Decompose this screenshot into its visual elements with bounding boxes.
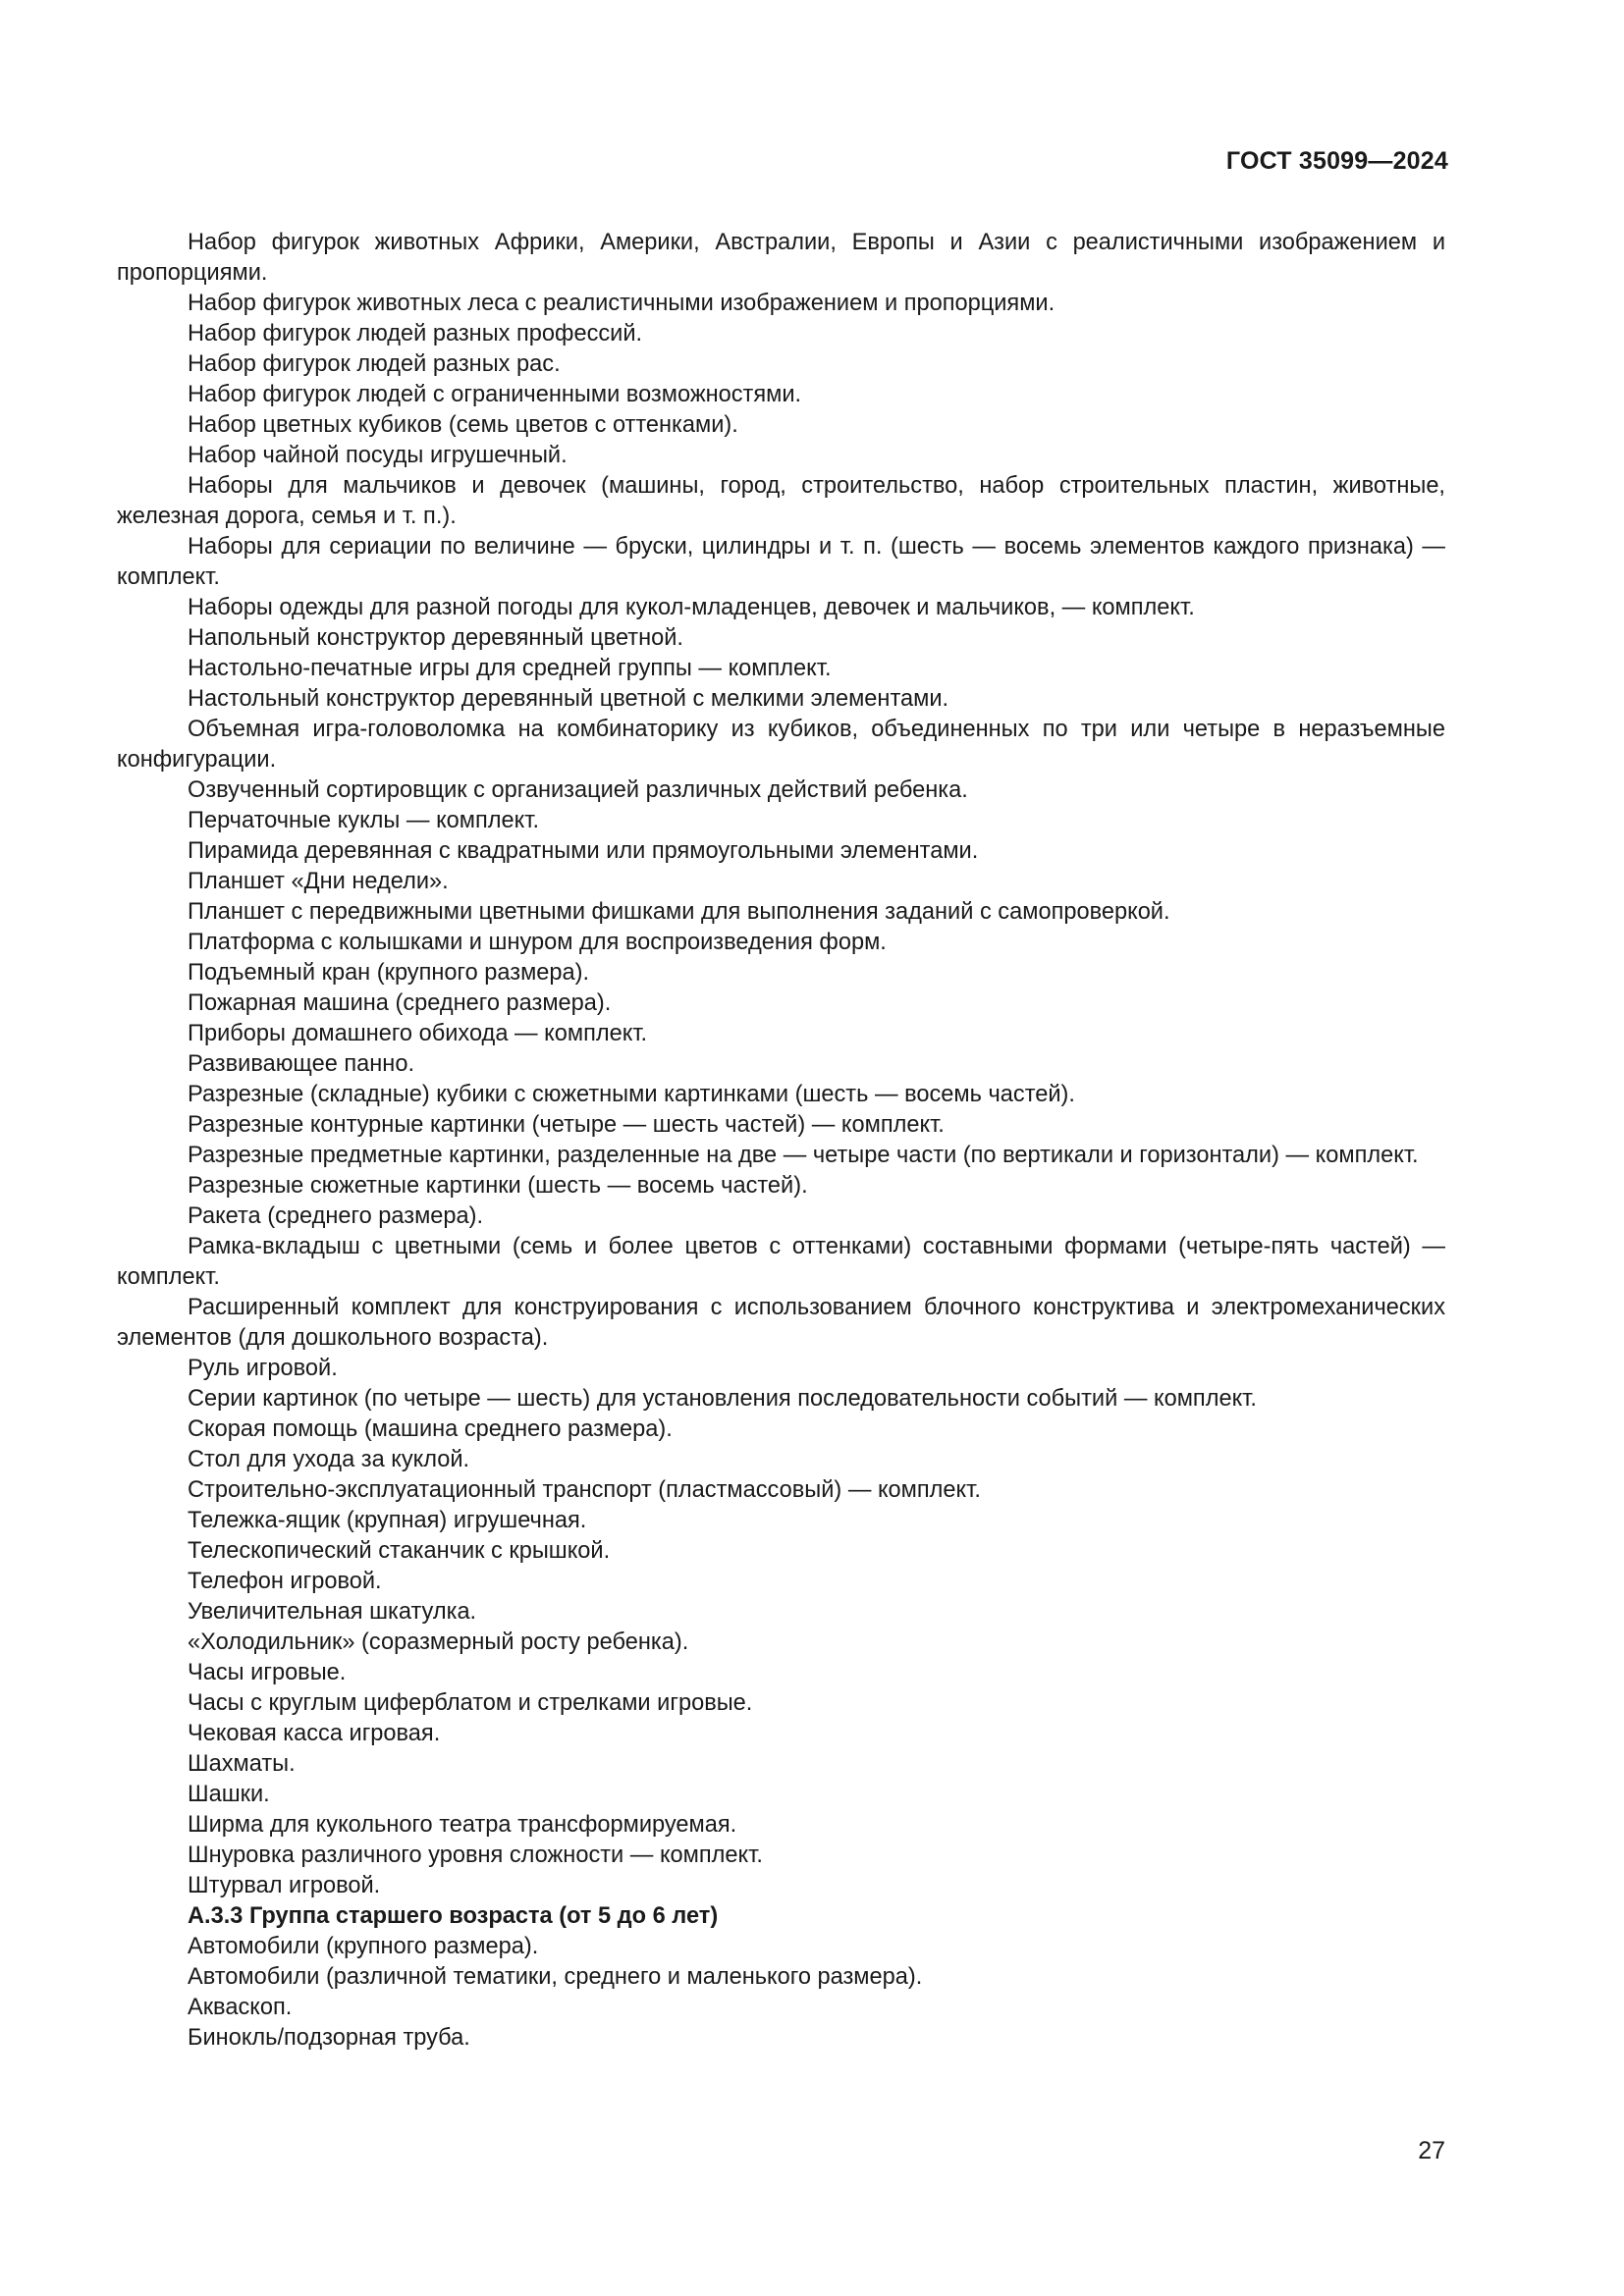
list-item: Платформа с колышками и шнуром для воспроизведения форм. <box>188 930 887 955</box>
page-number: 27 <box>1418 2137 1445 2164</box>
list-item: Ширма для кукольного театра трансформируемая. <box>188 1812 737 1838</box>
list-item: Стол для ухода за куклой. <box>188 1447 470 1472</box>
list-item: Рамка-вкладыш с цветными (семь и более цветов с оттенками) составными формами (четыре-пять частей) — комплект. <box>117 1234 1445 1290</box>
list-item: Руль игровой. <box>188 1356 338 1381</box>
list-item: Бинокль/подзорная труба. <box>188 2025 470 2051</box>
list-item: Разрезные предметные картинки, разделенные на две — четыре части (по вертикали и горизонтали) — комплект. <box>188 1143 1419 1168</box>
list-item: Пирамида деревянная с квадратными или прямоугольными элементами. <box>188 838 979 864</box>
list-item: Телескопический стаканчик с крышкой. <box>188 1538 611 1564</box>
list-item: Скорая помощь (машина среднего размера). <box>188 1416 673 1442</box>
list-item: Серии картинок (по четыре — шесть) для установления последовательности событий — комплект. <box>188 1386 1257 1412</box>
list-item: Тележка-ящик (крупная) игрушечная. <box>188 1508 587 1533</box>
list-item: Объемная игра-головоломка на комбинаторику из кубиков, объединенных по три или четыре в неразъемные конфигурации. <box>117 717 1445 773</box>
list-item: Набор цветных кубиков (семь цветов с оттенками). <box>188 412 738 438</box>
list-item: Строительно-эксплуатационный транспорт (пластмассовый) — комплект. <box>188 1477 981 1503</box>
list-item: Приборы домашнего обихода — комплект. <box>188 1021 648 1046</box>
list-item: Разрезные сюжетные картинки (шесть — восемь частей). <box>188 1173 808 1199</box>
list-item: Набор фигурок людей разных профессий. <box>188 321 643 347</box>
list-item: Часы с круглым циферблатом и стрелками игровые. <box>188 1690 753 1716</box>
list-item: Ракета (среднего размера). <box>188 1203 484 1229</box>
list-item: Настольный конструктор деревянный цветной с мелкими элементами. <box>188 686 949 712</box>
list-item: Часы игровые. <box>188 1660 347 1685</box>
list-item: Разрезные (складные) кубики с сюжетными картинками (шесть — восемь частей). <box>188 1082 1075 1107</box>
list-item: Акваскоп. <box>188 1995 293 2020</box>
list-item: Расширенный комплект для конструирования с использованием блочного конструктива и электромеханических элементов (для дошкольного возраста). <box>117 1295 1445 1351</box>
list-item: Набор чайной посуды игрушечный. <box>188 443 568 468</box>
list-item: Увеличительная шкатулка. <box>188 1599 477 1625</box>
section-heading: А.3.3 Группа старшего возраста (от 5 до 6 лет) <box>188 1903 719 1929</box>
list-item: Настольно-печатные игры для средней группы — комплект. <box>188 656 832 681</box>
list-item: «Холодильник» (соразмерный росту ребенка). <box>188 1629 689 1655</box>
list-item: Наборы одежды для разной погоды для кукол-младенцев, девочек и мальчиков, — комплект. <box>188 595 1195 620</box>
list-item: Напольный конструктор деревянный цветной. <box>188 625 683 651</box>
list-item: Автомобили (крупного размера). <box>188 1934 539 1959</box>
list-item: Чековая касса игровая. <box>188 1721 441 1746</box>
list-item: Подъемный кран (крупного размера). <box>188 960 590 986</box>
list-item: Наборы для мальчиков и девочек (машины, город, строительство, набор строительных пластин, животные, железная дорога, семья и т. п.). <box>117 473 1445 529</box>
list-item: Перчаточные куклы — комплект. <box>188 808 540 833</box>
list-item: Шнуровка различного уровня сложности — комплект. <box>188 1842 763 1868</box>
document-id-header: ГОСТ 35099—2024 <box>1225 147 1448 175</box>
list-item: Развивающее панно. <box>188 1051 415 1077</box>
list-item: Озвученный сортировщик с организацией различных действий ребенка. <box>188 777 968 803</box>
list-item: Шашки. <box>188 1782 270 1807</box>
list-item: Шахматы. <box>188 1751 296 1777</box>
list-item: Планшет с передвижными цветными фишками для выполнения заданий с самопроверкой. <box>188 899 1170 925</box>
list-item: Штурвал игровой. <box>188 1873 381 1898</box>
list-item: Набор фигурок животных Африки, Америки, Австралии, Европы и Азии с реалистичными изображением и пропорциями. <box>117 230 1445 286</box>
document-body <box>117 228 1445 2054</box>
list-item: Набор фигурок животных леса с реалистичными изображением и пропорциями. <box>188 291 1056 316</box>
list-item: Набор фигурок людей с ограниченными возможностями. <box>188 382 802 407</box>
list-item: Наборы для сериации по величине — бруски, цилиндры и т. п. (шесть — восемь элементов каждого признака) — комплект. <box>117 534 1445 590</box>
list-item: Телефон игровой. <box>188 1569 382 1594</box>
list-item: Набор фигурок людей разных рас. <box>188 351 561 377</box>
list-item: Пожарная машина (среднего размера). <box>188 990 612 1016</box>
list-item: Планшет «Дни недели». <box>188 869 449 894</box>
list-item: Автомобили (различной тематики, среднего и маленького размера). <box>188 1964 923 1990</box>
list-item: Разрезные контурные картинки (четыре — шесть частей) — комплект. <box>188 1112 945 1138</box>
